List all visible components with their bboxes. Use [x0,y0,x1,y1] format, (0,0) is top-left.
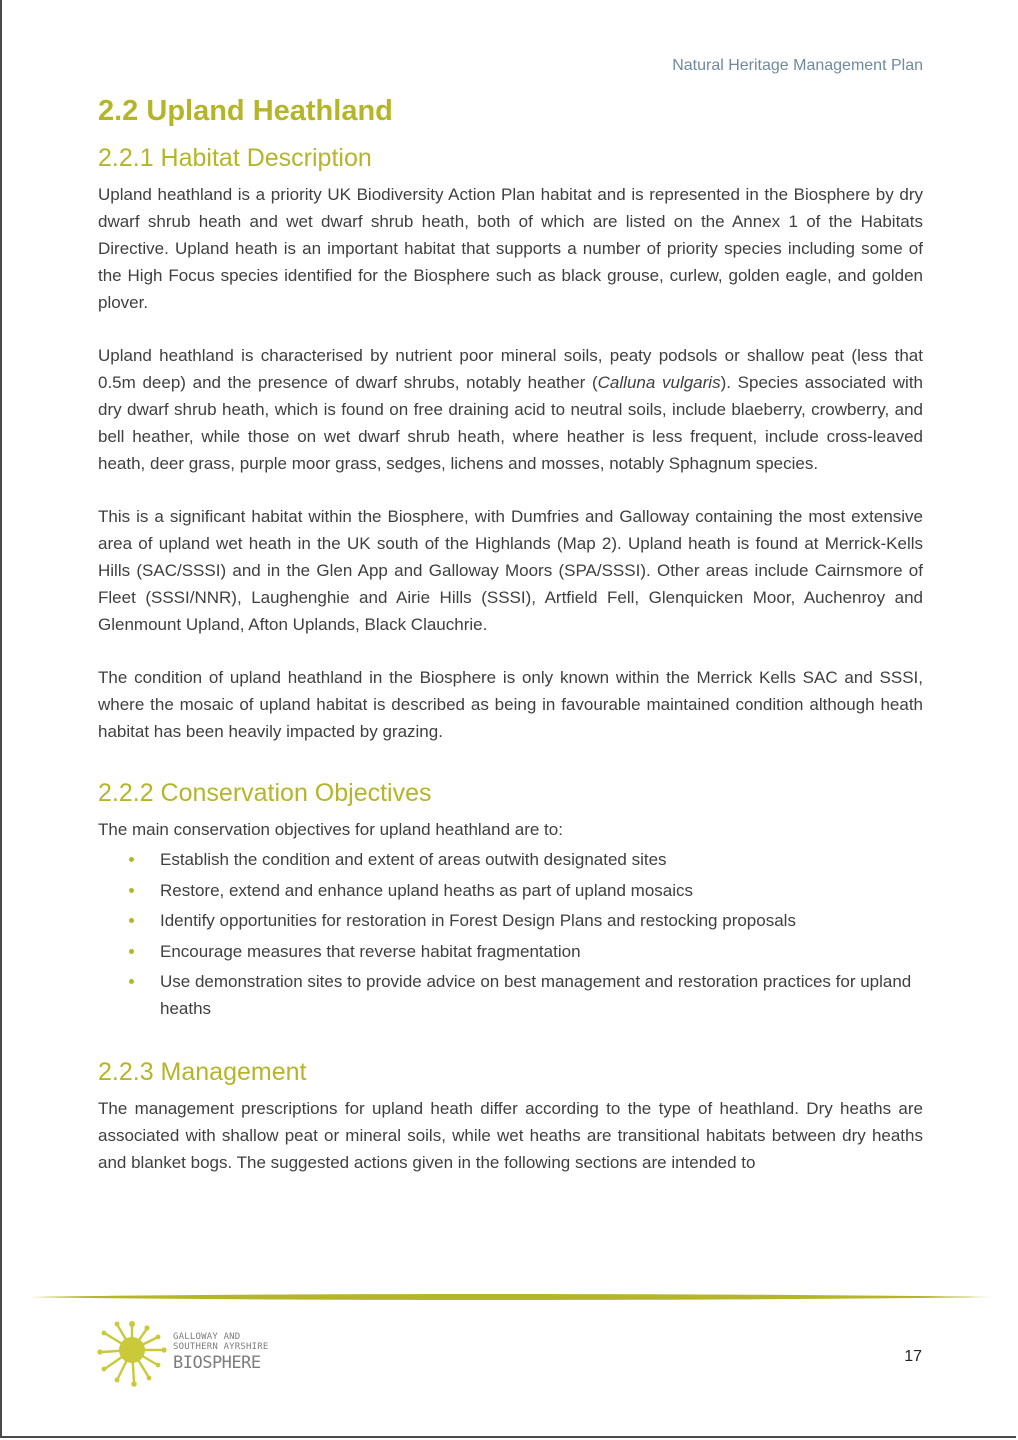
logo-line-2: SOUTHERN AYRSHIRE [173,1342,269,1352]
page-content [98,92,923,1176]
bullet-icon [129,979,134,984]
list-item [98,877,923,904]
bullet-icon [129,918,134,923]
habitat-paragraph-3: This is a significant habitat within the Biosphere, with Dumfries and Galloway containing the most extensive area of upland wet heath in the UK south of the Highlands (Map 2). Upland heath is found at Merrick-Kells Hills (SAC/SSSI) and in the Glen App and Galloway Moors (SPA/SSSI). Other areas include Cairnsmore of Fleet (SSSI/NNR), Laughenghie and Airie Hills (SSSI), Artfield Fell, Glenquicken Moor, Auchenroy and Glenmount Upland, Afton Uplands, Black Clauchrie. [98,507,923,634]
bullet-icon [129,949,134,954]
list-item [98,938,923,965]
list-item-text: Identify opportunities for restoration in Forest Design Plans and restocking proposals [160,911,796,930]
habitat-paragraph-4: The condition of upland heathland in the Biosphere is only known within the Merrick Kells SAC and SSSI, where the mosaic of upland habitat is described as being in favourable maintained condition although heath habitat has been heavily impacted by grazing. [98,668,923,741]
list-item-text: Restore, extend and enhance upland heaths as part of upland mosaics [160,880,694,900]
list-item [98,907,923,934]
habitat-paragraph-2-text-a: Upland heathland is characterised by nutrient poor mineral soils, peaty podsols or shallow peat (less that 0.5m deep) and the presence of dwarf shrubs, notably heather ( [98,346,923,392]
biosphere-logo-wordmark [173,1332,269,1374]
species-latin-name: Calluna vulgaris [597,373,721,392]
bullet-icon [129,888,134,893]
objectives-list [98,846,923,1022]
habitat-paragraph-2-text-b: ). Species associated with dry dwarf shrub heath, which is found on free draining acid to neutral soils, include blaeberry, crowberry, and bell heather, while those on wet dwarf shrub heath, where heather is less frequent, include cross-leaved heath, deer grass, purple moor grass, sedges, lichens and mosses, notably Sphagnum species. [98,373,923,473]
page-number: 17 [904,1348,922,1365]
management-paragraph: The management prescriptions for upland heath differ according to the type of heathland. Dry heaths are associated with shallow peat or mineral soils, while wet heaths are transitional habitats between dry heaths and blanket bogs. The suggested actions given in the following sections are intended to [98,1099,923,1172]
list-item-text: Encourage measures that reverse habitat fragmentation [160,941,581,961]
conservation-objectives-heading: 2.2.2 Conservation Objectives [98,779,432,807]
management-heading: 2.2.3 Management [98,1058,307,1086]
logo-line-1: GALLOWAY AND [173,1332,241,1342]
section-title: 2.2 Upland Heathland [98,95,393,127]
list-item [98,846,923,873]
list-item [98,968,923,1022]
habitat-paragraph-1: Upland heathland is a priority UK Biodiversity Action Plan habitat and is represented in the Biosphere by dry dwarf shrub heath and wet dwarf shrub heath, both of which are listed on the Annex 1 of the Habitats Directive. Upland heath is an important habitat that supports a number of priority species including some of the High Focus species identified for the Biosphere such as black grouse, curlew, golden eagle, and golden plover. [98,185,923,312]
habitat-description-heading: 2.2.1 Habitat Description [98,144,372,172]
running-header: Natural Heritage Management Plan [672,57,923,74]
objectives-intro: The main conservation objectives for upland heathland are to: [98,820,563,839]
list-item-text: Use demonstration sites to provide advice on best management and restoration practices for upland heaths [160,972,912,1018]
habitat-paragraph-2 [98,342,923,477]
logo-line-3: BIOSPHERE [173,1353,261,1373]
list-item-text: Establish the condition and extent of areas outwith designated sites [160,850,667,869]
bullet-icon [129,857,134,862]
footer-divider-swoosh [28,1290,994,1304]
